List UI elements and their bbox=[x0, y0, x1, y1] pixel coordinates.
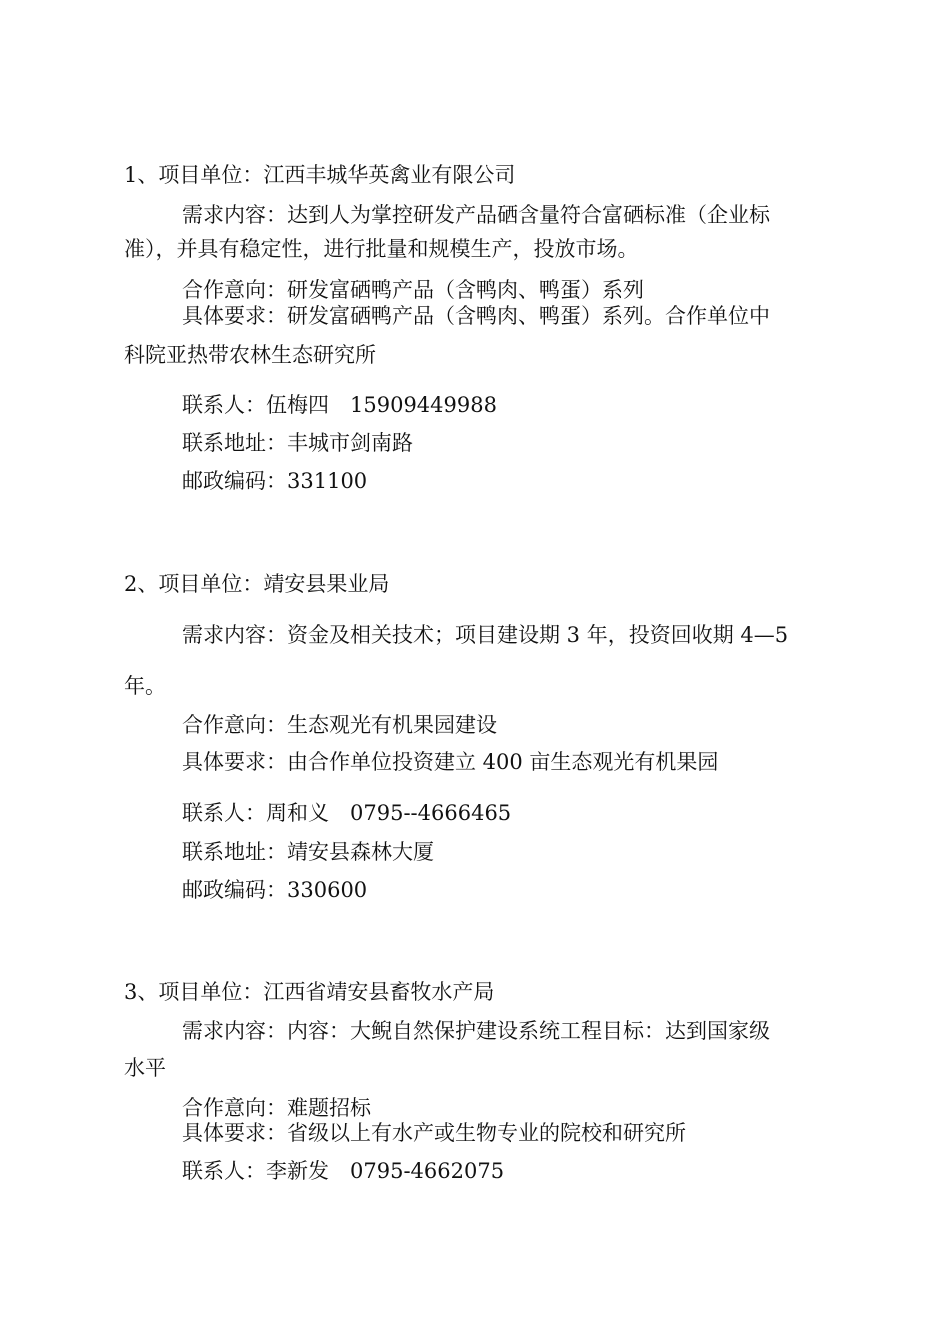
project-3-contact: 联系人：李新发 0795-4662075 bbox=[182, 1159, 505, 1183]
project-3-requirement: 具体要求：省级以上有水产或生物专业的院校和研究所 bbox=[182, 1121, 686, 1145]
project-1-requirement-line-2: 科院亚热带农林生态研究所 bbox=[124, 343, 376, 367]
project-3-heading: 3、项目单位：江西省靖安县畜牧水产局 bbox=[124, 980, 495, 1004]
project-3-demand-line-1: 需求内容：内容：大鲵自然保护建设系统工程目标：达到国家级 bbox=[182, 1019, 770, 1043]
project-1-address: 联系地址：丰城市剑南路 bbox=[182, 431, 413, 455]
project-1-postcode: 邮政编码：331100 bbox=[182, 469, 368, 493]
project-2-postcode: 邮政编码：330600 bbox=[182, 878, 368, 902]
project-2-heading: 2、项目单位：靖安县果业局 bbox=[124, 572, 390, 596]
project-2-address: 联系地址：靖安县森林大厦 bbox=[182, 840, 434, 864]
project-2-demand-line-2: 年。 bbox=[124, 674, 166, 698]
project-2-cooperation: 合作意向：生态观光有机果园建设 bbox=[182, 713, 497, 737]
project-1-requirement-line-1: 具体要求：研发富硒鸭产品（含鸭肉、鸭蛋）系列。合作单位中 bbox=[182, 304, 770, 328]
project-1-demand-line-1: 需求内容：达到人为掌控研发产品硒含量符合富硒标准（企业标 bbox=[182, 203, 770, 227]
project-2-requirement: 具体要求：由合作单位投资建立 400 亩生态观光有机果园 bbox=[182, 750, 719, 774]
project-1-demand-line-2: 准），并具有稳定性，进行批量和规模生产，投放市场。 bbox=[124, 237, 639, 261]
project-1-contact: 联系人：伍梅四 15909449988 bbox=[182, 393, 497, 417]
project-1-cooperation: 合作意向：研发富硒鸭产品（含鸭肉、鸭蛋）系列 bbox=[182, 278, 644, 302]
project-3-demand-line-2: 水平 bbox=[124, 1056, 166, 1080]
project-3-cooperation: 合作意向：难题招标 bbox=[182, 1096, 371, 1120]
project-2-contact: 联系人：周和义 0795--4666465 bbox=[182, 801, 512, 825]
project-2-demand-line-1: 需求内容：资金及相关技术；项目建设期 3 年，投资回收期 4—5 bbox=[182, 623, 789, 647]
project-1-heading: 1、项目单位：江西丰城华英禽业有限公司 bbox=[124, 163, 516, 187]
